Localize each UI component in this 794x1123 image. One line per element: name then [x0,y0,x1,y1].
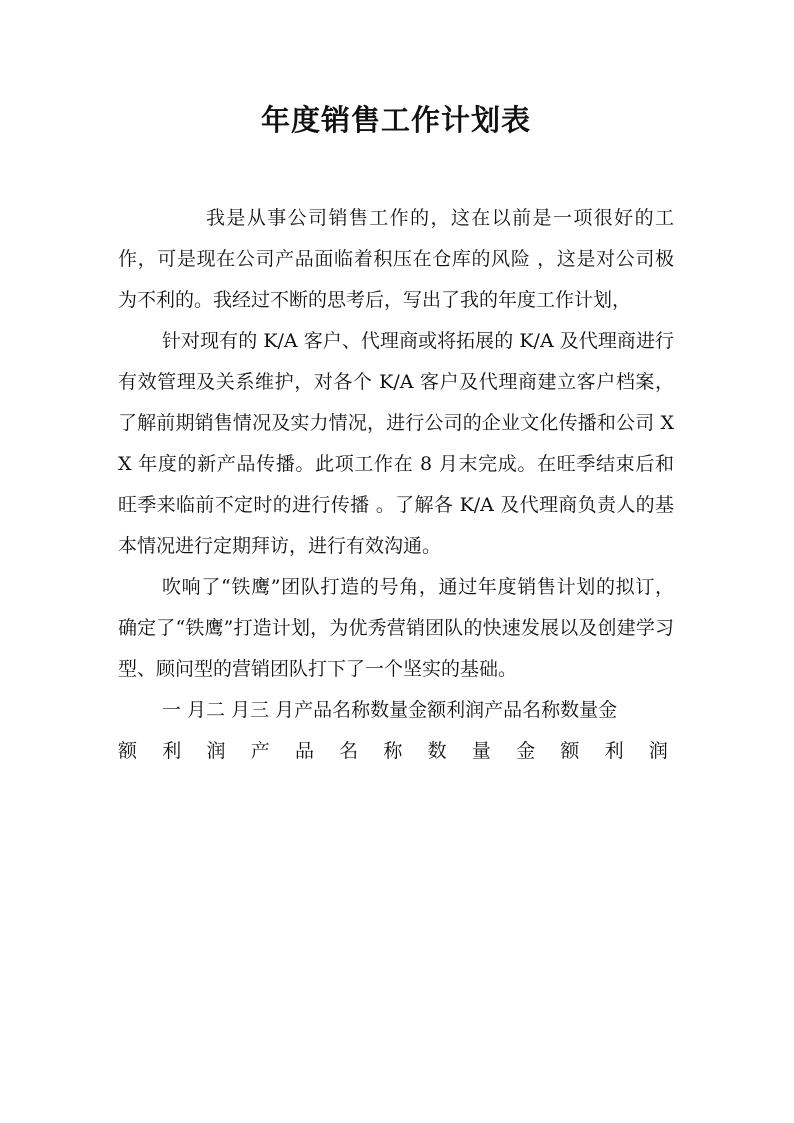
table-header-continuation [118,731,674,772]
header-char: 利 [604,740,624,762]
header-char: 称 [383,740,403,762]
paragraph-intro: 我是从事公司销售工作的，这在以前是一项很好的工作，可是现在公司产品面临着积压在仓库的风险 ，这是对公司极为不利的。我经过不断的思考后，写出了我的年度工作计划， [118,207,674,311]
document-page [118,96,674,772]
header-char: 数 [427,740,447,762]
header-char: 金 [516,740,536,762]
header-char: 量 [471,740,491,762]
paragraph-ka-management: 针对现有的 K/A 客户、代理商或将拓展的 K/A 及代理商进行有效管理及关系维护，对各个 K/A 客户及代理商建立客户档案，了解前期销售情况及实力情况，进行公司的企业文化传播和公司 XX 年度的新产品传播。此项工作在 8 月末完成。在旺季结束后和旺季来临前不定时的进行传播 。了解各 K/A 及代理商负责人的基本情况进行定期拜访，进行有效沟通。 [118,330,674,557]
document-title: 年度销售工作计划表 [260,103,531,137]
paragraph-table-header: 一 月二 月三 月产品名称数量金额利润产品名称数量金 [162,699,618,721]
document-body [118,198,674,772]
header-char: 润 [206,740,226,762]
header-char: 品 [294,740,314,762]
paragraph-team-building: 吹响了“铁鹰”团队打造的号角，通过年度销售计划的拟订，确定了“铁鹰”打造计划，为优秀营销团队的快速发展以及创建学习型、顾问型的营销团队打下了一个坚实的基础。 [118,576,674,680]
header-char: 额 [118,740,138,762]
header-char: 名 [339,740,359,762]
header-char: 利 [162,740,182,762]
header-char: 产 [250,740,270,762]
header-char: 额 [560,740,580,762]
header-char: 润 [648,740,668,762]
